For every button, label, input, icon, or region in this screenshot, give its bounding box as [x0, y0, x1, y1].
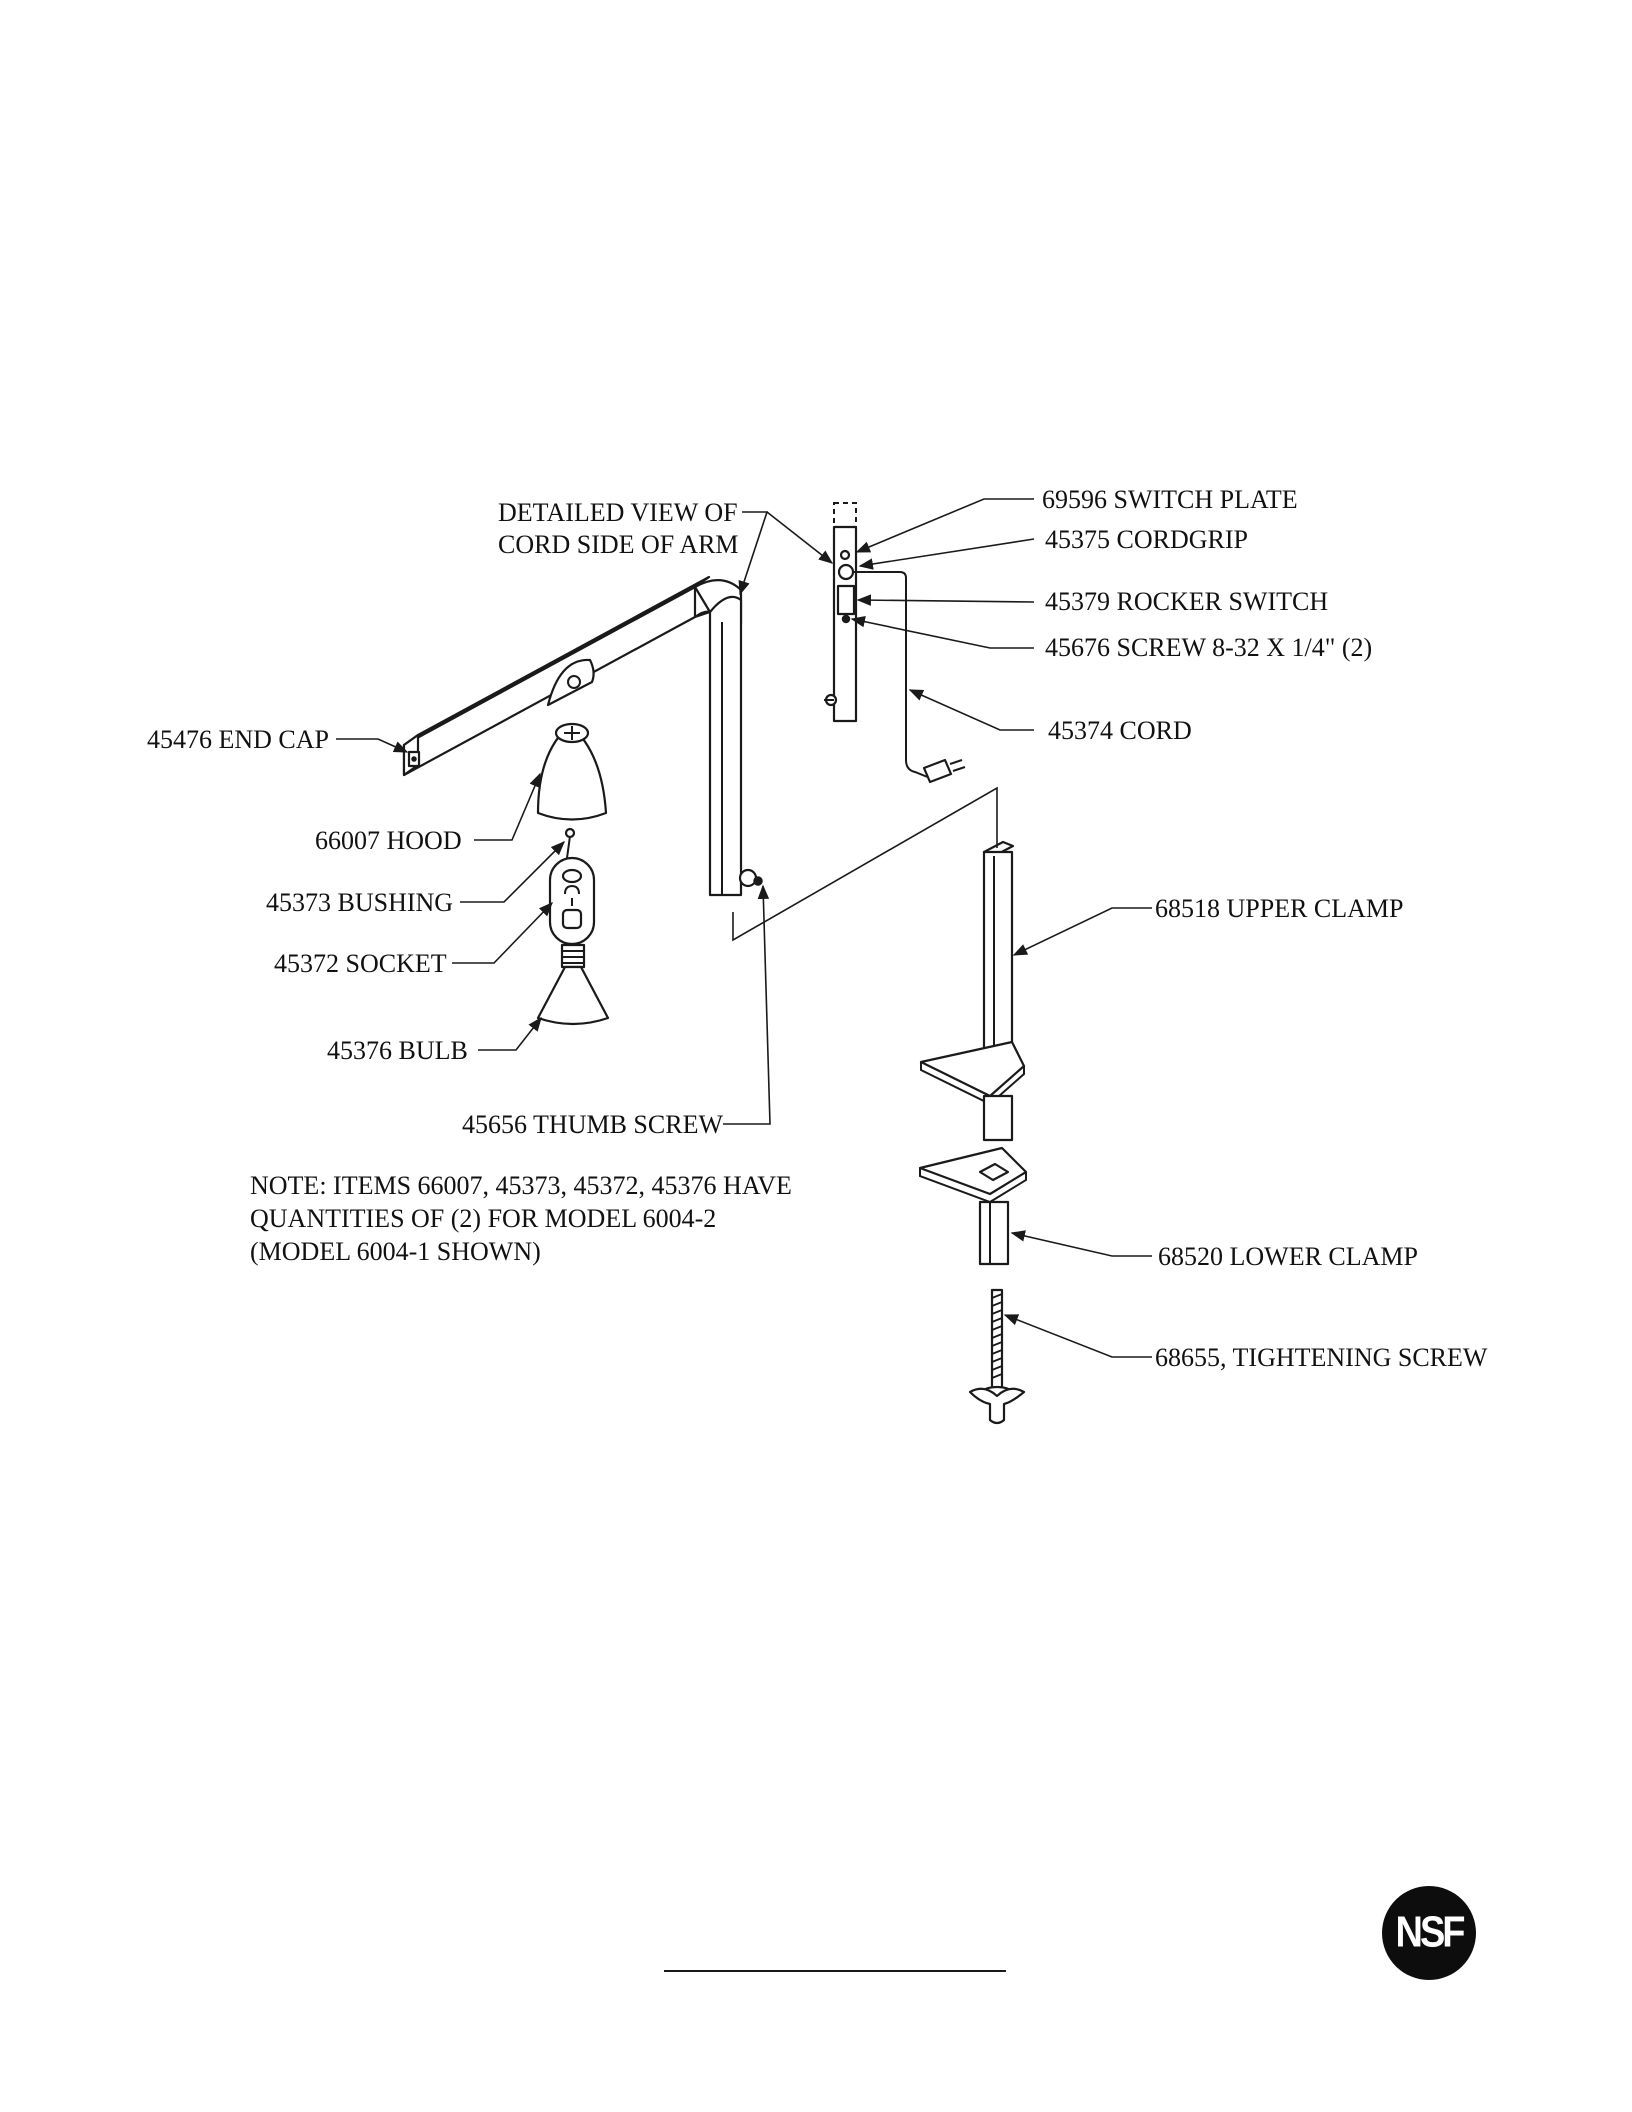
tightening-screw	[970, 1290, 1024, 1423]
label-bushing: 45373 BUSHING	[266, 888, 454, 917]
note-line2: QUANTITIES OF (2) FOR MODEL 6004-2	[250, 1204, 717, 1233]
label-hood: 66007 HOOD	[315, 826, 462, 855]
label-socket: 45372 SOCKET	[274, 949, 447, 978]
nsf-logo	[1382, 1886, 1476, 1980]
label-switch-plate: 69596 SWITCH PLATE	[1042, 485, 1298, 514]
thumb-screw	[740, 870, 762, 886]
label-cordgrip: 45375 CORDGRIP	[1045, 525, 1248, 554]
label-tightening-screw: 68655, TIGHTENING SCREW	[1155, 1343, 1488, 1372]
label-thumb-screw: 45656 THUMB SCREW	[462, 1110, 723, 1139]
label-lower-clamp: 68520 LOWER CLAMP	[1158, 1242, 1418, 1271]
bulb	[538, 945, 608, 1024]
cord	[853, 572, 965, 782]
label-rocker-switch: 45379 ROCKER SWITCH	[1045, 587, 1329, 616]
bushing	[566, 829, 574, 858]
note-line3: (MODEL 6004-1 SHOWN)	[250, 1237, 541, 1266]
label-detail-view-line2: CORD SIDE OF ARM	[498, 530, 739, 559]
label-end-cap: 45476 END CAP	[147, 725, 330, 754]
label-screw: 45676 SCREW 8-32 X 1/4" (2)	[1045, 633, 1373, 662]
note-line1: NOTE: ITEMS 66007, 45373, 45372, 45376 HAVE	[250, 1171, 792, 1200]
end-cap	[409, 752, 419, 766]
hood	[538, 724, 606, 820]
upper-clamp	[921, 842, 1024, 1140]
label-detail-view-line1: DETAILED VIEW OF	[498, 498, 738, 527]
socket	[550, 858, 594, 944]
label-upper-clamp: 68518 UPPER CLAMP	[1155, 894, 1404, 923]
label-cord: 45374 CORD	[1048, 716, 1192, 745]
assembly-guide-lines	[733, 788, 997, 940]
switch-plate-assembly	[824, 503, 856, 721]
label-bulb: 45376 BULB	[327, 1036, 468, 1065]
lower-clamp	[920, 1148, 1026, 1264]
nsf-logo-text: NSF	[1395, 1908, 1463, 1957]
